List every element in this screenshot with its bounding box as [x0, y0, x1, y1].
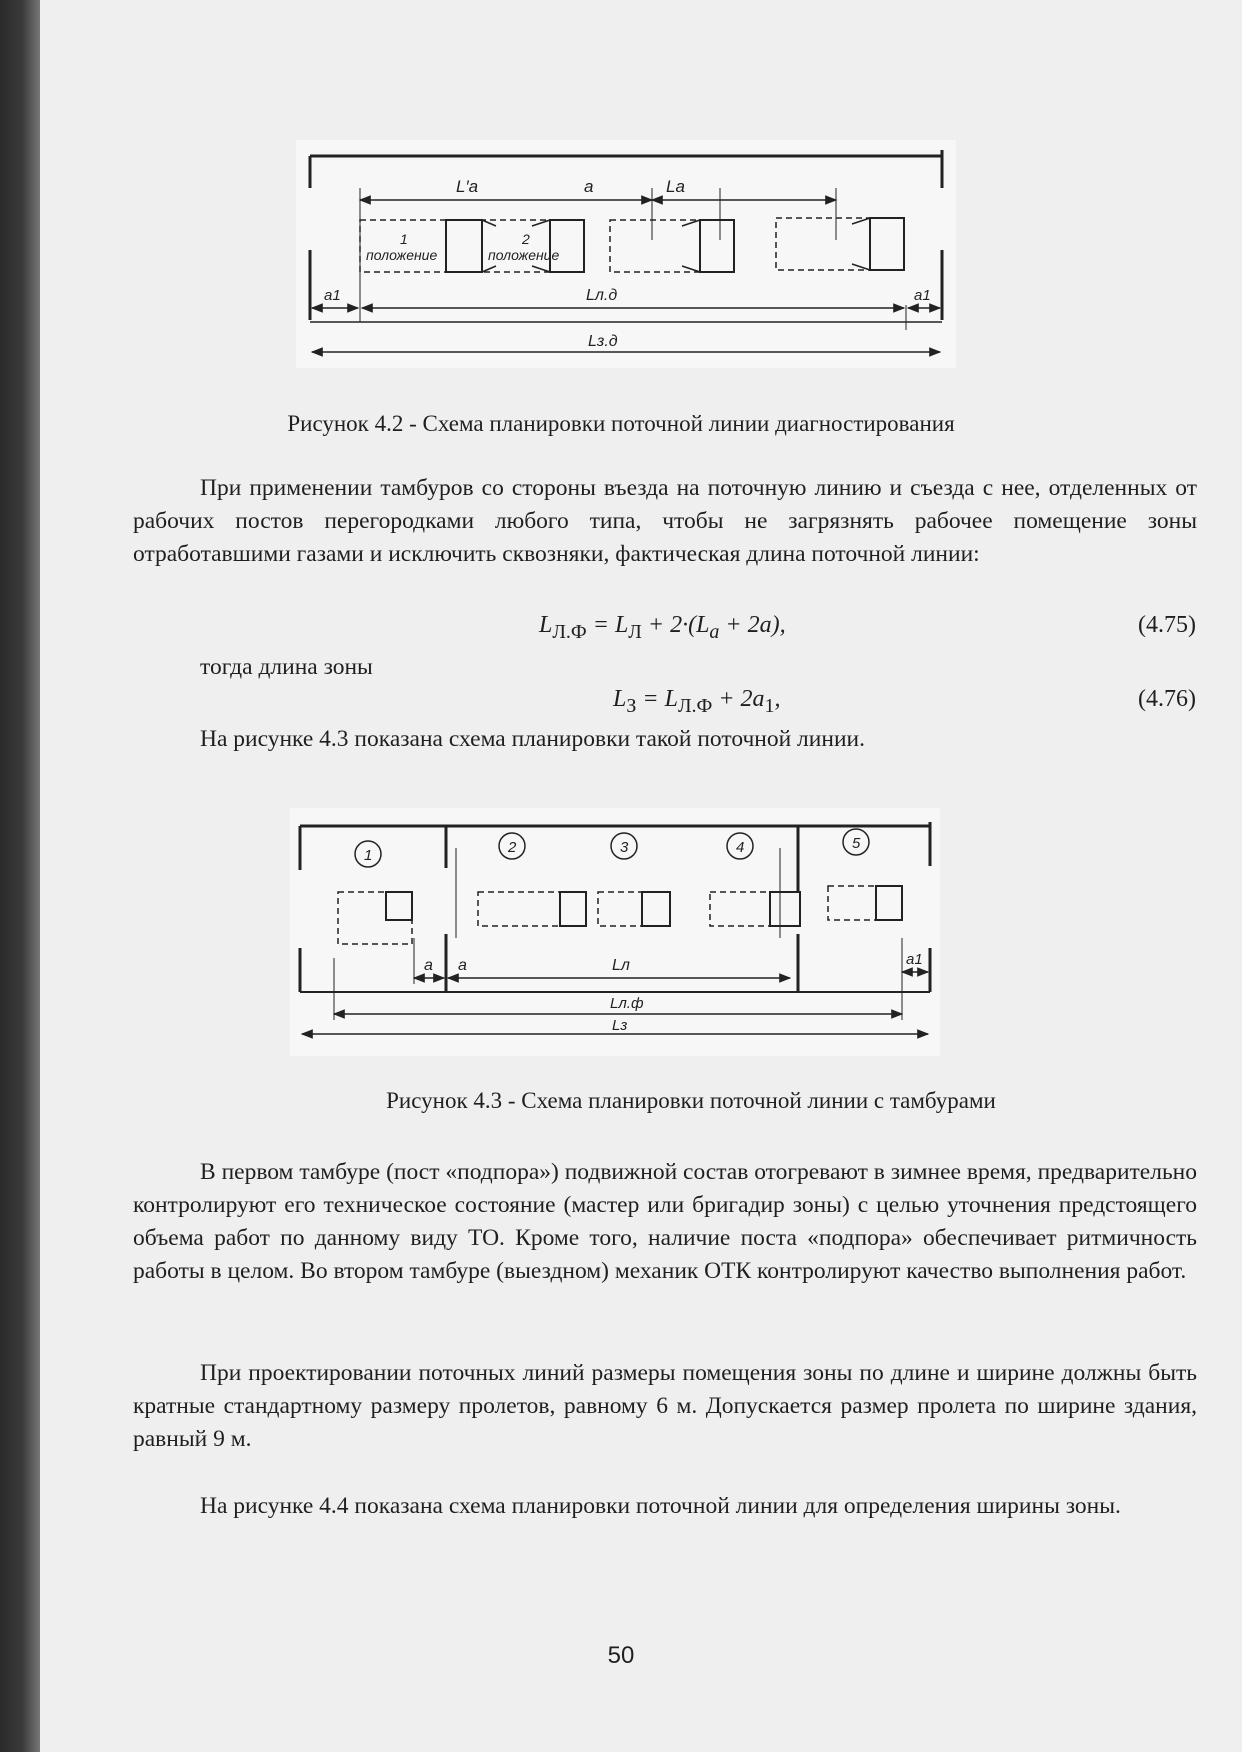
- label-ll: Lл: [612, 957, 630, 974]
- vehicle-5: [828, 886, 902, 920]
- paragraph-zone-length: тогда длина зоны: [200, 654, 373, 680]
- paragraph-tambours: При применении тамбуров со стороны въезда на поточную линию и съезда с нее, отделенных от рабочих постов перегородками любого типа, чтобы не загрязнять рабочее помещение зоны отработавшими газами и исключить сквозняки, фактическая длина поточной линии:: [133, 475, 1197, 567]
- equation-number-4-76: (4.76): [1138, 686, 1196, 712]
- label-pos1: 1: [400, 231, 408, 247]
- label-pos2: 2: [522, 231, 530, 247]
- label-lzd: Lз.д: [588, 333, 618, 350]
- vehicle-cab-2: [550, 220, 584, 272]
- label-la: La: [666, 177, 685, 196]
- vehicle-2: [610, 220, 734, 272]
- label-lz: Lз: [612, 1017, 628, 1034]
- figure-4-2-drawing: [296, 140, 956, 368]
- vehicle-3: [776, 218, 904, 270]
- page-number: 50: [607, 1642, 635, 1669]
- formula-4-75: $L_{Л.Ф} = L_Л + 2\cdot(L_a + 2a)$,: [539, 612, 786, 643]
- paragraph-span-sizes: При проектировании поточных линий размеры помещения зоны по длине и ширине должны быть кратные стандартному размеру пролетов, равному 6 м. Допускается размер пролета по ширине здания, равный 9 м.: [133, 1360, 1197, 1452]
- formula-4-76: $L_З = L_{Л.Ф} + 2a_1$,: [613, 686, 781, 717]
- vehicle-4: [710, 892, 800, 926]
- label-a1-right: a1: [914, 287, 931, 304]
- label-a1-left: a1: [324, 287, 341, 304]
- paragraph-first-tambour: В первом тамбуре (пост «подпора») подвижной состав отогревают в зимнее время, предварительно контролируют его техническое состояние (мастер или бригадир зоны) с целью уточнения предстоящего объема работ по данному виду ТО. Кроме того, наличие поста «подпора» обеспечивает ритмичность работы в целом. Во втором тамбуре (выездном) механик ОТК контролируют качество выполнения работ.: [133, 1159, 1197, 1284]
- book-binding-edge: [0, 0, 40, 1752]
- vehicle-3: [598, 892, 670, 926]
- vehicle-1: [338, 892, 412, 944]
- label-a1: a1: [906, 951, 923, 968]
- label-post-3: 3: [620, 839, 629, 856]
- figure-4-2: [296, 140, 956, 368]
- figure-4-2-caption: Рисунок 4.2 - Схема планировки поточной линии диагностирования: [287, 411, 955, 436]
- label-pos2-word: положение: [488, 247, 560, 263]
- label-la-prime: L′a: [456, 177, 479, 196]
- label-llf: Lл.ф: [610, 995, 644, 1012]
- label-a: a: [584, 177, 594, 196]
- label-a-left: a: [424, 957, 433, 974]
- paragraph-figure-4-4-reference: На рисунке 4.4 показана схема планировки поточной линии для определения ширины зоны.: [200, 1493, 1121, 1519]
- label-lld: Lл.д: [586, 287, 618, 304]
- figure-4-3: [290, 808, 940, 1056]
- label-post-2: 2: [508, 839, 517, 856]
- label-post-4: 4: [736, 839, 745, 856]
- vehicle-2: [478, 892, 586, 926]
- equation-number-4-75: (4.75): [1138, 612, 1196, 638]
- label-pos1-word: положение: [366, 247, 438, 263]
- label-post-1: 1: [364, 847, 373, 864]
- paragraph-figure-reference: На рисунке 4.3 показана схема планировки такой поточной линии.: [200, 726, 865, 752]
- vehicle-cab-1: [446, 220, 482, 272]
- figure-4-3-caption: Рисунок 4.3 - Схема планировки поточной линии с тамбурами: [386, 1088, 996, 1113]
- figure-4-3-drawing: [290, 808, 940, 1056]
- label-a-right: a: [458, 957, 467, 974]
- label-post-5: 5: [852, 835, 861, 852]
